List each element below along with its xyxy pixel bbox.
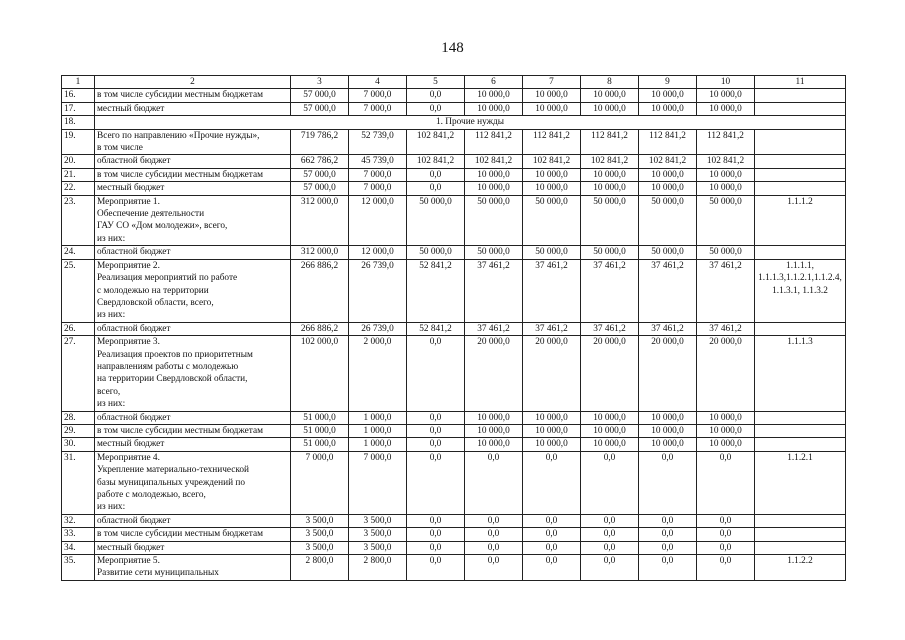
reference-cell xyxy=(755,182,846,195)
value-cell: 10 000,0 xyxy=(581,182,639,195)
reference-cell xyxy=(755,322,846,335)
value-cell: 51 000,0 xyxy=(291,438,349,451)
value-cell: 10 000,0 xyxy=(697,424,755,437)
value-cell: 0,0 xyxy=(581,555,639,581)
row-number-cell: 28. xyxy=(62,411,95,424)
column-header-1: 1 xyxy=(62,76,95,89)
value-cell: 112 841,2 xyxy=(581,129,639,155)
value-cell: 0,0 xyxy=(581,451,639,514)
value-cell: 0,0 xyxy=(465,555,523,581)
value-cell: 37 461,2 xyxy=(581,259,639,322)
column-header-11: 11 xyxy=(755,76,846,89)
value-cell: 102 841,2 xyxy=(639,155,697,168)
description-cell: местный бюджет xyxy=(95,541,291,554)
value-cell: 312 000,0 xyxy=(291,195,349,246)
row-number-cell: 26. xyxy=(62,322,95,335)
budget-table xyxy=(61,75,846,581)
table-row xyxy=(62,514,846,527)
value-cell: 51 000,0 xyxy=(291,411,349,424)
value-cell: 0,0 xyxy=(697,451,755,514)
value-cell: 0,0 xyxy=(581,514,639,527)
value-cell: 2 800,0 xyxy=(291,555,349,581)
value-cell: 10 000,0 xyxy=(465,89,523,102)
value-cell: 3 500,0 xyxy=(291,541,349,554)
value-cell: 7 000,0 xyxy=(349,182,407,195)
value-cell: 12 000,0 xyxy=(349,246,407,259)
value-cell: 52 841,2 xyxy=(407,322,465,335)
value-cell: 102 841,2 xyxy=(697,155,755,168)
value-cell: 0,0 xyxy=(523,555,581,581)
value-cell: 0,0 xyxy=(407,528,465,541)
table-row xyxy=(62,259,846,322)
column-header-2: 2 xyxy=(95,76,291,89)
value-cell: 50 000,0 xyxy=(407,246,465,259)
row-number-cell: 16. xyxy=(62,89,95,102)
description-cell: областной бюджет xyxy=(95,155,291,168)
table-row xyxy=(62,195,846,246)
value-cell: 10 000,0 xyxy=(465,411,523,424)
row-number-cell: 34. xyxy=(62,541,95,554)
value-cell: 10 000,0 xyxy=(639,182,697,195)
value-cell: 50 000,0 xyxy=(697,246,755,259)
value-cell: 10 000,0 xyxy=(697,411,755,424)
description-cell: Мероприятие 5. Развитие сети муниципальных xyxy=(95,555,291,581)
value-cell: 0,0 xyxy=(523,541,581,554)
table-row xyxy=(62,155,846,168)
description-cell: Мероприятие 1. Обеспечение деятельности ГАУ СО «Дом молодежи», всего, из них: xyxy=(95,195,291,246)
value-cell: 37 461,2 xyxy=(465,322,523,335)
row-number-cell: 17. xyxy=(62,102,95,115)
table-row xyxy=(62,451,846,514)
row-number-cell: 21. xyxy=(62,168,95,181)
table-body xyxy=(62,89,846,580)
value-cell: 0,0 xyxy=(697,555,755,581)
description-cell: местный бюджет xyxy=(95,438,291,451)
value-cell: 10 000,0 xyxy=(523,168,581,181)
value-cell: 10 000,0 xyxy=(581,438,639,451)
column-header-4: 4 xyxy=(349,76,407,89)
value-cell: 112 841,2 xyxy=(639,129,697,155)
description-cell: областной бюджет xyxy=(95,246,291,259)
column-header-6: 6 xyxy=(465,76,523,89)
value-cell: 10 000,0 xyxy=(639,411,697,424)
value-cell: 10 000,0 xyxy=(639,438,697,451)
value-cell: 37 461,2 xyxy=(523,322,581,335)
section-row xyxy=(62,116,846,129)
value-cell: 10 000,0 xyxy=(639,89,697,102)
value-cell: 51 000,0 xyxy=(291,424,349,437)
value-cell: 10 000,0 xyxy=(639,102,697,115)
value-cell: 50 000,0 xyxy=(465,246,523,259)
reference-cell: 1.1.2.2 xyxy=(755,555,846,581)
value-cell: 3 500,0 xyxy=(349,528,407,541)
row-number-cell: 25. xyxy=(62,259,95,322)
value-cell: 0,0 xyxy=(697,541,755,554)
table-row xyxy=(62,411,846,424)
column-header-7: 7 xyxy=(523,76,581,89)
value-cell: 7 000,0 xyxy=(349,168,407,181)
value-cell: 10 000,0 xyxy=(465,102,523,115)
value-cell: 1 000,0 xyxy=(349,424,407,437)
row-number-cell: 33. xyxy=(62,528,95,541)
reference-cell xyxy=(755,129,846,155)
value-cell: 52 841,2 xyxy=(407,259,465,322)
description-cell: в том числе субсидии местным бюджетам xyxy=(95,89,291,102)
value-cell: 10 000,0 xyxy=(523,438,581,451)
value-cell: 20 000,0 xyxy=(523,336,581,411)
row-number-cell: 22. xyxy=(62,182,95,195)
row-number-cell: 29. xyxy=(62,424,95,437)
value-cell: 102 841,2 xyxy=(407,155,465,168)
value-cell: 102 841,2 xyxy=(407,129,465,155)
value-cell: 37 461,2 xyxy=(465,259,523,322)
value-cell: 266 886,2 xyxy=(291,322,349,335)
value-cell: 10 000,0 xyxy=(639,168,697,181)
table-row xyxy=(62,89,846,102)
value-cell: 10 000,0 xyxy=(523,102,581,115)
value-cell: 50 000,0 xyxy=(523,246,581,259)
row-number-cell: 19. xyxy=(62,129,95,155)
value-cell: 26 739,0 xyxy=(349,322,407,335)
row-number-cell: 31. xyxy=(62,451,95,514)
value-cell: 0,0 xyxy=(697,514,755,527)
value-cell: 10 000,0 xyxy=(465,182,523,195)
value-cell: 0,0 xyxy=(639,541,697,554)
value-cell: 112 841,2 xyxy=(697,129,755,155)
value-cell: 0,0 xyxy=(639,528,697,541)
description-cell: в том числе субсидии местным бюджетам xyxy=(95,528,291,541)
table-row xyxy=(62,541,846,554)
value-cell: 719 786,2 xyxy=(291,129,349,155)
description-cell: областной бюджет xyxy=(95,514,291,527)
value-cell: 2 000,0 xyxy=(349,336,407,411)
table-row xyxy=(62,168,846,181)
value-cell: 0,0 xyxy=(407,168,465,181)
value-cell: 50 000,0 xyxy=(639,195,697,246)
value-cell: 102 841,2 xyxy=(523,155,581,168)
value-cell: 0,0 xyxy=(407,411,465,424)
reference-cell xyxy=(755,424,846,437)
reference-cell xyxy=(755,528,846,541)
value-cell: 0,0 xyxy=(639,451,697,514)
value-cell: 37 461,2 xyxy=(697,322,755,335)
description-cell: местный бюджет xyxy=(95,102,291,115)
value-cell: 0,0 xyxy=(639,555,697,581)
value-cell: 0,0 xyxy=(407,424,465,437)
value-cell: 0,0 xyxy=(581,541,639,554)
value-cell: 50 000,0 xyxy=(581,246,639,259)
value-cell: 3 500,0 xyxy=(291,528,349,541)
description-cell: Всего по направлению «Прочие нужды», в том числе xyxy=(95,129,291,155)
value-cell: 26 739,0 xyxy=(349,259,407,322)
value-cell: 0,0 xyxy=(407,89,465,102)
value-cell: 50 000,0 xyxy=(639,246,697,259)
value-cell: 20 000,0 xyxy=(465,336,523,411)
value-cell: 7 000,0 xyxy=(349,102,407,115)
value-cell: 10 000,0 xyxy=(639,424,697,437)
row-number-cell: 30. xyxy=(62,438,95,451)
value-cell: 50 000,0 xyxy=(407,195,465,246)
value-cell: 0,0 xyxy=(465,528,523,541)
column-header-10: 10 xyxy=(697,76,755,89)
table-row xyxy=(62,102,846,115)
value-cell: 0,0 xyxy=(407,541,465,554)
column-header-8: 8 xyxy=(581,76,639,89)
value-cell: 662 786,2 xyxy=(291,155,349,168)
value-cell: 0,0 xyxy=(523,514,581,527)
value-cell: 102 841,2 xyxy=(465,155,523,168)
value-cell: 1 000,0 xyxy=(349,411,407,424)
value-cell: 10 000,0 xyxy=(697,182,755,195)
reference-cell: 1.1.1.2 xyxy=(755,195,846,246)
value-cell: 0,0 xyxy=(639,514,697,527)
value-cell: 0,0 xyxy=(407,336,465,411)
value-cell: 3 500,0 xyxy=(349,541,407,554)
row-number-cell: 27. xyxy=(62,336,95,411)
value-cell: 2 800,0 xyxy=(349,555,407,581)
value-cell: 37 461,2 xyxy=(697,259,755,322)
description-cell: Мероприятие 4. Укрепление материально-технической базы муниципальных учреждений по работе с молодежью, всего, из них: xyxy=(95,451,291,514)
value-cell: 10 000,0 xyxy=(523,89,581,102)
value-cell: 57 000,0 xyxy=(291,182,349,195)
value-cell: 20 000,0 xyxy=(697,336,755,411)
value-cell: 10 000,0 xyxy=(523,182,581,195)
value-cell: 52 739,0 xyxy=(349,129,407,155)
value-cell: 7 000,0 xyxy=(291,451,349,514)
row-number-cell: 18. xyxy=(62,116,95,129)
column-header-9: 9 xyxy=(639,76,697,89)
description-cell: областной бюджет xyxy=(95,411,291,424)
value-cell: 10 000,0 xyxy=(581,411,639,424)
value-cell: 57 000,0 xyxy=(291,102,349,115)
value-cell: 0,0 xyxy=(581,528,639,541)
value-cell: 0,0 xyxy=(407,438,465,451)
table-row xyxy=(62,528,846,541)
value-cell: 312 000,0 xyxy=(291,246,349,259)
value-cell: 7 000,0 xyxy=(349,451,407,514)
description-cell: областной бюджет xyxy=(95,322,291,335)
description-cell: Мероприятие 2. Реализация мероприятий по работе с молодежью на территории Свердловской области, всего, из них: xyxy=(95,259,291,322)
value-cell: 37 461,2 xyxy=(523,259,581,322)
reference-cell xyxy=(755,168,846,181)
value-cell: 102 841,2 xyxy=(581,155,639,168)
value-cell: 37 461,2 xyxy=(581,322,639,335)
value-cell: 0,0 xyxy=(465,541,523,554)
table-row xyxy=(62,246,846,259)
value-cell: 20 000,0 xyxy=(639,336,697,411)
value-cell: 57 000,0 xyxy=(291,168,349,181)
table-header-row xyxy=(62,76,846,89)
value-cell: 50 000,0 xyxy=(581,195,639,246)
value-cell: 102 000,0 xyxy=(291,336,349,411)
value-cell: 1 000,0 xyxy=(349,438,407,451)
value-cell: 10 000,0 xyxy=(697,89,755,102)
value-cell: 0,0 xyxy=(407,555,465,581)
value-cell: 0,0 xyxy=(465,451,523,514)
row-number-cell: 24. xyxy=(62,246,95,259)
table-row xyxy=(62,336,846,411)
row-number-cell: 32. xyxy=(62,514,95,527)
column-header-5: 5 xyxy=(407,76,465,89)
reference-cell xyxy=(755,102,846,115)
table-row xyxy=(62,438,846,451)
value-cell: 10 000,0 xyxy=(523,411,581,424)
reference-cell xyxy=(755,514,846,527)
value-cell: 7 000,0 xyxy=(349,89,407,102)
value-cell: 10 000,0 xyxy=(581,102,639,115)
value-cell: 10 000,0 xyxy=(581,168,639,181)
value-cell: 12 000,0 xyxy=(349,195,407,246)
value-cell: 10 000,0 xyxy=(581,89,639,102)
value-cell: 3 500,0 xyxy=(349,514,407,527)
description-cell: в том числе субсидии местным бюджетам xyxy=(95,168,291,181)
row-number-cell: 20. xyxy=(62,155,95,168)
value-cell: 45 739,0 xyxy=(349,155,407,168)
page-number: 148 xyxy=(441,40,464,56)
reference-cell xyxy=(755,89,846,102)
value-cell: 0,0 xyxy=(407,514,465,527)
row-number-cell: 23. xyxy=(62,195,95,246)
reference-cell xyxy=(755,438,846,451)
table-row xyxy=(62,424,846,437)
value-cell: 0,0 xyxy=(407,102,465,115)
value-cell: 10 000,0 xyxy=(697,438,755,451)
value-cell: 0,0 xyxy=(407,182,465,195)
value-cell: 0,0 xyxy=(697,528,755,541)
value-cell: 10 000,0 xyxy=(697,168,755,181)
value-cell: 10 000,0 xyxy=(465,168,523,181)
reference-cell: 1.1.2.1 xyxy=(755,451,846,514)
value-cell: 37 461,2 xyxy=(639,259,697,322)
value-cell: 112 841,2 xyxy=(523,129,581,155)
description-cell: местный бюджет xyxy=(95,182,291,195)
row-number-cell: 35. xyxy=(62,555,95,581)
value-cell: 266 886,2 xyxy=(291,259,349,322)
table-row xyxy=(62,129,846,155)
value-cell: 112 841,2 xyxy=(465,129,523,155)
value-cell: 0,0 xyxy=(465,514,523,527)
value-cell: 3 500,0 xyxy=(291,514,349,527)
reference-cell xyxy=(755,246,846,259)
column-header-3: 3 xyxy=(291,76,349,89)
reference-cell xyxy=(755,155,846,168)
table-row xyxy=(62,555,846,581)
value-cell: 50 000,0 xyxy=(465,195,523,246)
value-cell: 37 461,2 xyxy=(639,322,697,335)
value-cell: 0,0 xyxy=(523,451,581,514)
reference-cell xyxy=(755,411,846,424)
value-cell: 50 000,0 xyxy=(697,195,755,246)
value-cell: 10 000,0 xyxy=(523,424,581,437)
value-cell: 20 000,0 xyxy=(581,336,639,411)
table-row xyxy=(62,182,846,195)
value-cell: 10 000,0 xyxy=(581,424,639,437)
description-cell: Мероприятие 3. Реализация проектов по приоритетным направлениям работы с молодежью на территории Свердловской области, всего, из них: xyxy=(95,336,291,411)
value-cell: 50 000,0 xyxy=(523,195,581,246)
section-title-cell: 1. Прочие нужды xyxy=(95,116,846,129)
description-cell: в том числе субсидии местным бюджетам xyxy=(95,424,291,437)
value-cell: 10 000,0 xyxy=(697,102,755,115)
reference-cell: 1.1.1.1, 1.1.1.3,1.1.2.1,1.1.2.4, 1.1.3.1, 1.1.3.2 xyxy=(755,259,846,322)
value-cell: 0,0 xyxy=(407,451,465,514)
reference-cell xyxy=(755,541,846,554)
value-cell: 57 000,0 xyxy=(291,89,349,102)
table-row xyxy=(62,322,846,335)
reference-cell: 1.1.1.3 xyxy=(755,336,846,411)
value-cell: 10 000,0 xyxy=(465,424,523,437)
value-cell: 10 000,0 xyxy=(465,438,523,451)
value-cell: 0,0 xyxy=(523,528,581,541)
